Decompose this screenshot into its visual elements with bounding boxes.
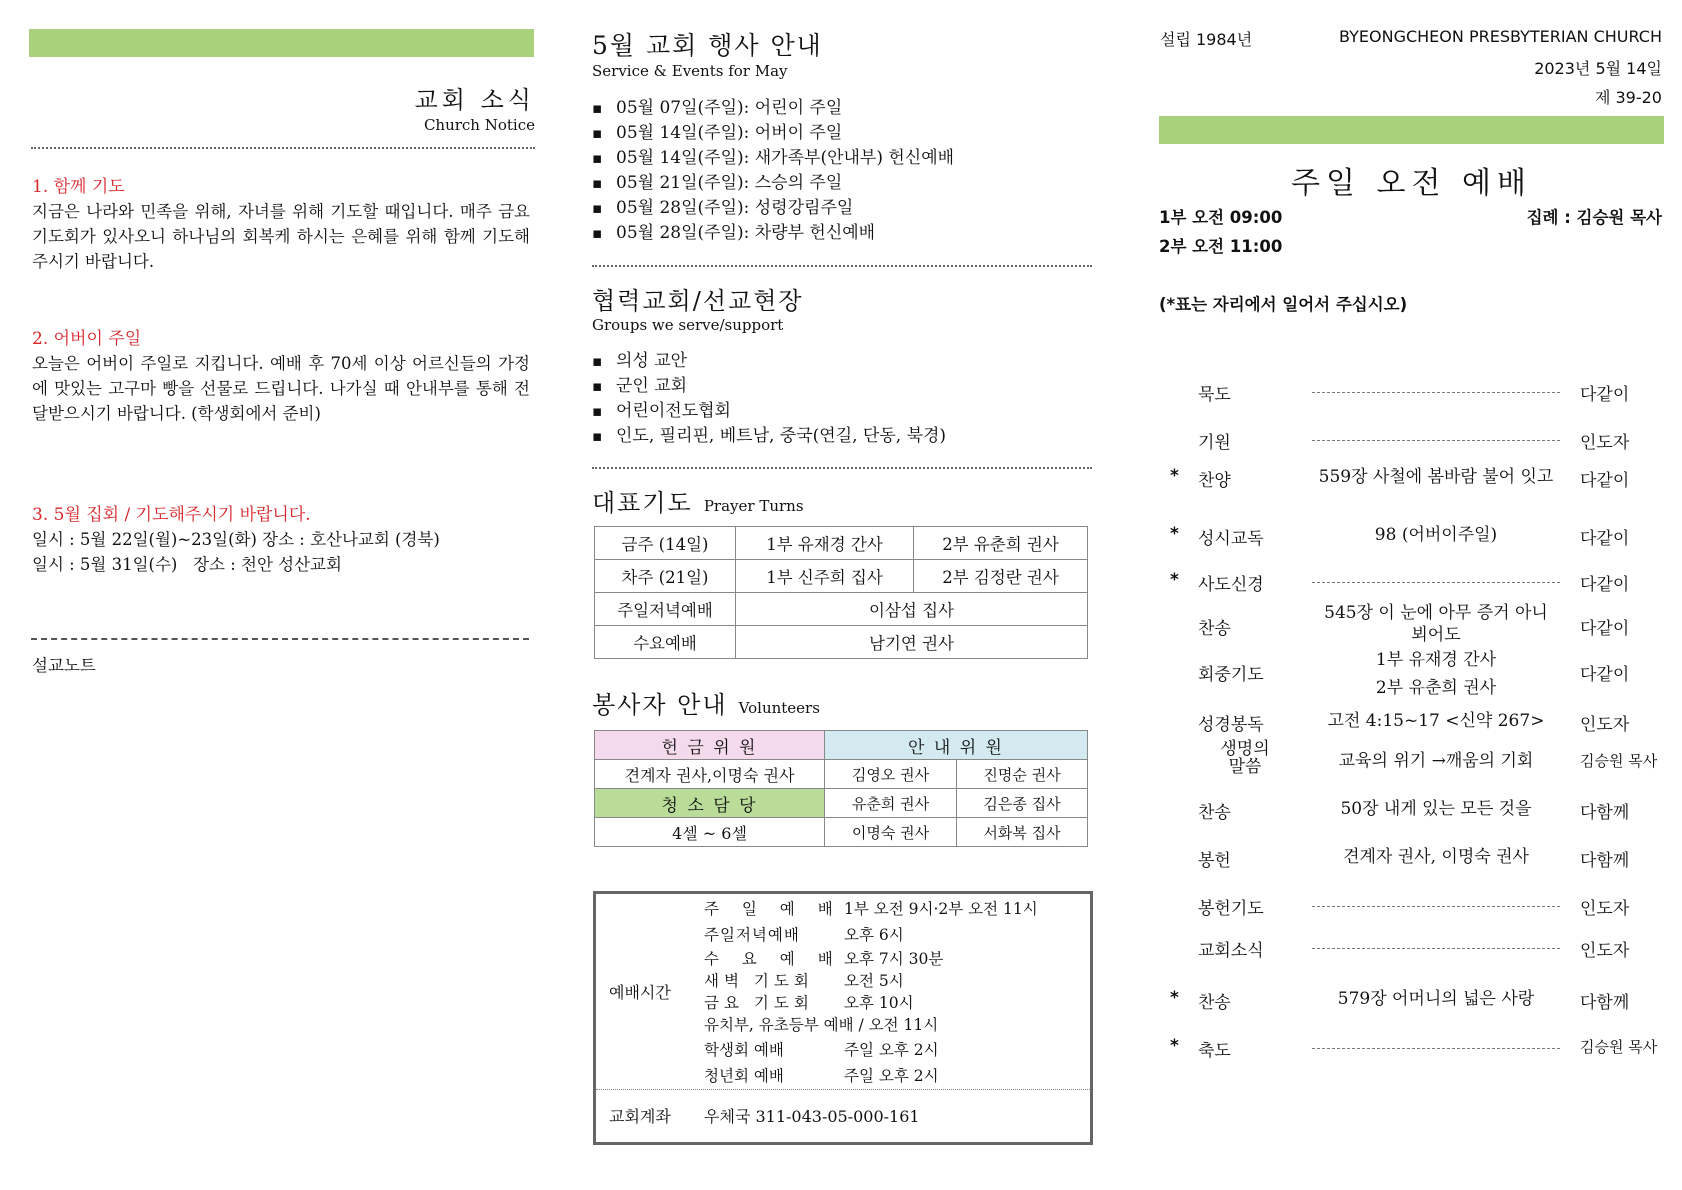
list-item: ▪ 05월 14일(주일): 새가족부(안내부) 헌신예배	[592, 146, 1062, 171]
order-item-name: 축도	[1198, 1041, 1231, 1061]
schedule-row	[704, 1064, 939, 1086]
schedule-time: 오전 5시	[844, 972, 904, 990]
schedule-time: 오후 6시	[844, 926, 904, 944]
volunteers-guide-cell: 김영오 권사	[825, 760, 957, 789]
order-item-leader: 인도자	[1580, 899, 1630, 919]
order-item-detail: 559장 사철에 봄바람 불어 잇고	[1318, 467, 1554, 487]
prayer-cell: 수요예배	[595, 626, 736, 659]
service-title: 주일 오전 예배	[1291, 166, 1532, 201]
order-dashed-line	[1312, 582, 1560, 583]
schedule-time: 오후 7시 30분	[844, 950, 944, 968]
schedule-row	[704, 1013, 938, 1035]
notice-item-title: 3. 5월 집회 / 기도해주시기 바랍니다.	[32, 505, 311, 525]
list-item: ▪ 05월 07일(주일): 어린이 주일	[592, 96, 1062, 121]
order-item-name: 찬송	[1198, 803, 1231, 823]
account-number: 우체국 311-043-05-000-161	[704, 1107, 920, 1126]
bulletin-date: 2023년 5월 14일	[1534, 59, 1662, 78]
prayer-cell: 주일저녁예배	[595, 593, 736, 626]
notice-item-body: 지금은 나라와 민족을 위해, 자녀를 위해 기도할 때입니다. 매주 금요기도회가 있사오니 하나님의 회복케 하시는 은혜를 위해 함께 기도해 주시기 바랍니다.	[32, 202, 530, 271]
order-item-leader: 다같이	[1580, 575, 1630, 595]
order-item-leader: 다같이	[1580, 471, 1630, 491]
schedule-time: 주일 오후 2시	[844, 1067, 939, 1085]
order-item-name: 기원	[1198, 433, 1231, 453]
prayer-heading	[592, 483, 804, 518]
order-item-leader: 김승원 목사	[1580, 1038, 1658, 1056]
list-item: ▪ 군인 교회	[592, 374, 1072, 399]
order-item-leader: 인도자	[1580, 715, 1630, 735]
order-item-name: 찬양	[1198, 471, 1231, 491]
notice-title: 교회 소식	[414, 86, 535, 114]
notice-item-line: 일시 : 5월 31일(수) 장소 : 천안 성산교회	[32, 555, 342, 574]
groups-divider	[592, 467, 1092, 469]
prayer-cell: 1부 유재경 간사	[736, 527, 914, 560]
schedule-name: 수 요 예 배	[704, 950, 842, 968]
order-item-leader: 다함께	[1580, 993, 1630, 1013]
top-green-bar-left	[29, 29, 534, 57]
schedule-name: 학생회 예배	[704, 1041, 784, 1059]
officiant: 집례 : 김승원 목사	[1526, 208, 1662, 227]
order-dashed-line	[1312, 440, 1560, 441]
stand-mark: *	[1170, 570, 1179, 590]
prayer-cell: 차주 (21일)	[595, 560, 736, 593]
order-item-detail: 고전 4:15~17 <신약 267>	[1327, 711, 1545, 731]
schedule-name: 금요 기도회	[704, 994, 814, 1012]
groups-list	[592, 349, 1072, 449]
schedule-name: 청년회 예배	[704, 1067, 784, 1085]
account-label: 교회계좌	[609, 1107, 671, 1126]
volunteers-title: 봉사자 안내	[592, 691, 728, 719]
prayer-subtitle: Prayer Turns	[703, 497, 804, 515]
volunteers-guide-cell: 김은종 집사	[957, 789, 1088, 818]
volunteers-guide-cell: 유춘희 권사	[825, 789, 957, 818]
notice-divider	[31, 147, 535, 149]
order-item-leader: 다같이	[1580, 529, 1630, 549]
sermon-note-label: 설교노트	[32, 656, 96, 675]
schedule-row	[704, 897, 1038, 919]
schedule-name: 주일저녁예배	[704, 926, 800, 944]
events-title: 5월 교회 행사 안내	[592, 31, 823, 60]
stand-mark: *	[1170, 988, 1179, 1008]
events-list	[592, 96, 1062, 246]
order-item-name: 생명의 말씀	[1220, 739, 1270, 777]
list-item: ▪ 인도, 필리핀, 베트남, 중국(연길, 단동, 북경)	[592, 424, 1072, 449]
list-item: ▪ 05월 14일(주일): 어버이 주일	[592, 121, 1062, 146]
volunteers-offering-head: 헌 금 위 원	[595, 731, 825, 760]
order-item-name: 봉헌기도	[1198, 899, 1264, 919]
list-item: ▪ 어린이전도협회	[592, 399, 1072, 424]
list-item: ▪ 05월 28일(주일): 성령강림주일	[592, 196, 1062, 221]
events-subtitle: Service & Events for May	[592, 62, 788, 80]
order-item-detail: 98 (어버이주일)	[1374, 525, 1498, 545]
volunteers-guide-cell: 서화복 집사	[957, 818, 1088, 847]
volunteers-guide-cell: 이명숙 권사	[825, 818, 957, 847]
stand-mark: *	[1170, 524, 1179, 544]
service-time-1: 1부 오전 09:00	[1159, 208, 1283, 227]
order-item-leader: 김승원 목사	[1580, 752, 1658, 770]
bulletin-issue: 제 39-20	[1594, 88, 1662, 107]
volunteers-guide-head: 안 내 위 원	[825, 731, 1088, 760]
list-item: ▪ 05월 28일(주일): 차량부 헌신예배	[592, 221, 1062, 246]
notice-item-2	[32, 324, 530, 426]
schedule-row	[704, 969, 904, 991]
schedule-name: 유치부, 유초등부 예배 / 오전 11시	[704, 1016, 939, 1034]
sermon-note-divider	[31, 638, 529, 640]
order-item-name: 사도신경	[1198, 575, 1264, 595]
order-item-leader: 다같이	[1580, 665, 1630, 685]
prayer-cell: 2부 김정란 권사	[914, 560, 1088, 593]
schedule-time: 1부 오전 9시·2부 오전 11시	[844, 900, 1038, 918]
notice-item-3	[32, 500, 530, 577]
stand-mark: *	[1170, 1036, 1179, 1056]
schedule-row	[704, 991, 914, 1013]
volunteers-table	[594, 730, 1088, 847]
notice-item-1	[32, 172, 530, 274]
order-item-leader: 인도자	[1580, 433, 1630, 453]
prayer-cell: 1부 신주희 집사	[736, 560, 914, 593]
order-dashed-line	[1312, 392, 1560, 393]
notice-item-title: 1. 함께 기도	[32, 177, 125, 197]
schedule-time: 오후 10시	[844, 994, 914, 1012]
schedule-name: 주 일 예 배	[704, 900, 842, 918]
order-item-name: 성경봉독	[1198, 715, 1264, 735]
prayer-cell: 금주 (14일)	[595, 527, 736, 560]
order-item-detail: 견계자 권사, 이명숙 권사	[1343, 847, 1529, 867]
order-dashed-line	[1312, 948, 1560, 949]
prayer-cell: 남기연 권사	[736, 626, 1088, 659]
volunteers-subtitle: Volunteers	[738, 699, 820, 717]
order-item-name: 묵도	[1198, 385, 1231, 405]
order-item-name: 회중기도	[1198, 665, 1264, 685]
notice-item-line: 일시 : 5월 22일(월)~23일(화) 장소 : 호산나교회 (경북)	[32, 530, 440, 549]
order-item-name: 봉헌	[1198, 851, 1231, 871]
schedule-divider	[596, 1089, 1090, 1090]
schedule-row	[704, 1038, 939, 1060]
volunteers-cleaning-value: 4셀 ~ 6셀	[595, 818, 825, 847]
volunteers-offering-names: 견계자 권사,이명숙 권사	[595, 760, 825, 789]
stand-note: (*표는 자리에서 일어서 주십시오)	[1159, 295, 1408, 314]
order-item-detail: 545장 이 눈에 아무 증거 아니 뵈어도	[1324, 603, 1548, 645]
established: 설립 1984년	[1160, 30, 1253, 49]
order-item-detail: 1부 유재경 간사 2부 유춘희 권사	[1375, 650, 1497, 698]
church-name: BYEONGCHEON PRESBYTERIAN CHURCH	[1339, 27, 1662, 46]
order-dashed-line	[1312, 906, 1560, 907]
order-item-name: 찬송	[1198, 993, 1231, 1013]
prayer-cell: 2부 유춘희 권사	[914, 527, 1088, 560]
order-item-name: 성시교독	[1198, 529, 1264, 549]
order-item-detail: 교육의 위기 →깨움의 기회	[1338, 751, 1534, 771]
prayer-title: 대표기도	[592, 489, 693, 517]
volunteers-guide-cell: 진명순 권사	[957, 760, 1088, 789]
order-item-leader: 다같이	[1580, 619, 1630, 639]
prayer-cell: 이삼섭 집사	[736, 593, 1088, 626]
schedule-row	[704, 923, 904, 945]
list-item: ▪ 의성 교안	[592, 349, 1072, 374]
groups-subtitle: Groups we serve/support	[592, 316, 784, 334]
volunteers-heading	[592, 685, 820, 720]
notice-subtitle: Church Notice	[423, 116, 535, 134]
order-item-leader: 다같이	[1580, 385, 1630, 405]
volunteers-cleaning-head: 청 소 담 당	[595, 789, 825, 818]
order-item-leader: 인도자	[1580, 941, 1630, 961]
top-green-bar-right	[1159, 116, 1664, 144]
order-dashed-line	[1312, 1048, 1560, 1049]
order-item-leader: 다함께	[1580, 803, 1630, 823]
order-item-name: 찬송	[1198, 619, 1231, 639]
schedule-time: 주일 오후 2시	[844, 1041, 939, 1059]
order-item-detail: 50장 내게 있는 모든 것을	[1340, 799, 1532, 819]
schedule-row	[704, 947, 943, 969]
schedule-name: 새벽 기도회	[704, 972, 814, 990]
order-item-detail: 579장 어머니의 넓은 사랑	[1337, 989, 1535, 1009]
schedule-box	[593, 891, 1093, 1145]
prayer-table	[594, 526, 1088, 659]
list-item: ▪ 05월 21일(주일): 스승의 주일	[592, 171, 1062, 196]
notice-item-body: 오늘은 어버이 주일로 지킵니다. 예배 후 70세 이상 어르신들의 가정에 맛있는 고구마 빵을 선물로 드립니다. 나가실 때 안내부를 통해 전달받으시기 바랍니다. (학생회에서 준비)	[32, 354, 530, 423]
schedule-label: 예배시간	[609, 983, 671, 1002]
service-time-2: 2부 오전 11:00	[1159, 237, 1283, 256]
events-divider	[592, 265, 1092, 267]
stand-mark: *	[1170, 466, 1179, 486]
notice-item-title: 2. 어버이 주일	[32, 329, 142, 349]
order-item-leader: 다함께	[1580, 851, 1630, 871]
order-item-name: 교회소식	[1198, 941, 1264, 961]
groups-title: 협력교회/선교현장	[592, 287, 804, 315]
